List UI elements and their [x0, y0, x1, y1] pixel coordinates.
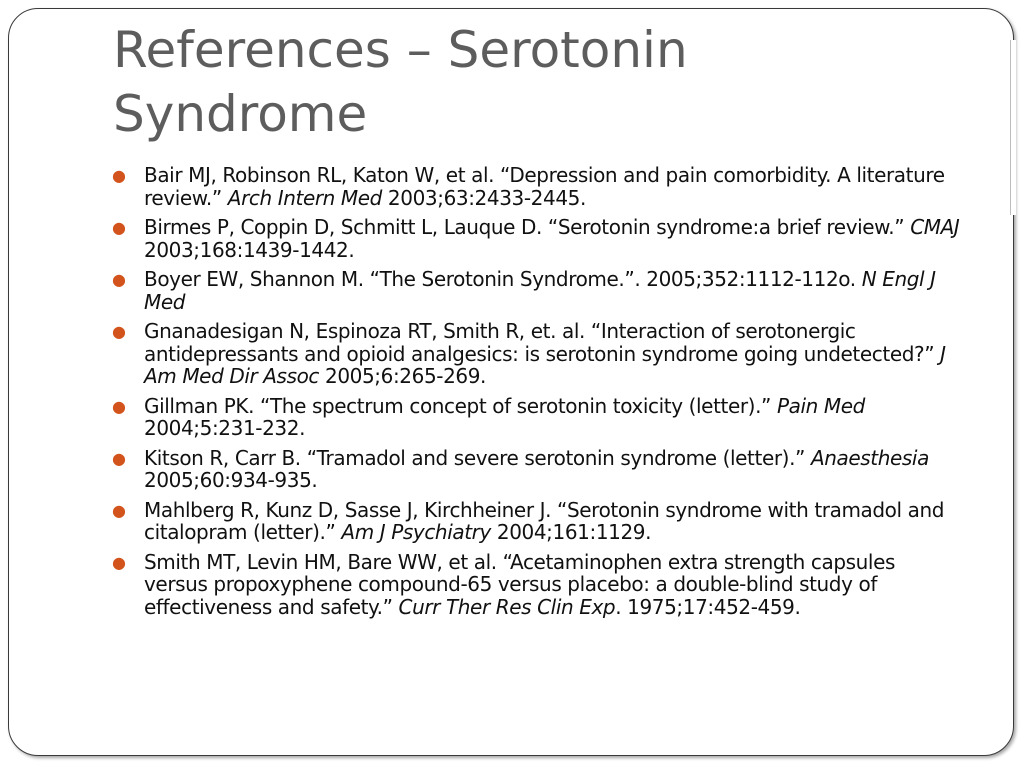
reference-journal: CMAJ [910, 215, 960, 239]
bullet-icon: ● [112, 552, 126, 572]
reference-journal: Pain Med [776, 393, 865, 418]
bullet-icon: ● [112, 448, 126, 468]
reference-text-part: . 1975;17:452-459. [615, 594, 801, 619]
slide-title: References – Serotonin Syndrome [113, 21, 688, 143]
reference-text-part: 2004;161:1129. [490, 520, 652, 544]
bullet-icon: ● [112, 322, 126, 341]
reference-text-part: Bair MJ, Robinson RL, Katon W, et al. “Depression and pain comorbidity. A literature review.” [144, 163, 945, 210]
reference-journal: Arch Intern Med [227, 185, 382, 210]
reference-list [112, 164, 962, 625]
reference-journal: N Engl J Med [144, 267, 936, 314]
reference-journal: Am J Psychiatry [341, 520, 491, 544]
reference-text-part: 2005;60:934-935. [144, 468, 318, 492]
bullet-icon: ● [112, 396, 126, 416]
bullet-icon: ● [112, 500, 126, 520]
reference-text-part: Boyer EW, Shannon M. “The Serotonin Syndrome.”. 2005;352:1112-112o. [144, 267, 862, 291]
reference-item [112, 216, 962, 261]
reference-item [112, 447, 962, 492]
reference-item [112, 395, 962, 440]
reference-text-part: 2005;6:265-269. [319, 364, 487, 388]
reference-text-part: Birmes P, Coppin D, Schmitt L, Lauque D. “Serotonin syndrome:a brief review.” [144, 215, 911, 239]
reference-journal: J Am Med Dir Assoc [144, 341, 946, 388]
reference-item [112, 320, 962, 388]
reference-text-part: Mahlberg R, Kunz D, Sasse J, Kirchheiner J. “Serotonin syndrome with tramadol and citalopram (letter).” [144, 497, 945, 544]
reference-item [112, 551, 962, 619]
bullet-icon: ● [112, 166, 126, 185]
bullet-icon: ● [112, 270, 126, 289]
reference-text-part: 2004;5:231-232. [144, 416, 306, 440]
reference-text-part: Gillman PK. “The spectrum concept of serotonin toxicity (letter).” [144, 393, 777, 418]
reference-item [112, 268, 962, 313]
reference-text-part: Gnanadesigan N, Espinoza RT, Smith R, et. al. “Interaction of serotonergic antidepressants and opioid analgesics: is serotonin syndrome going undetected?” [144, 319, 941, 366]
reference-item [112, 499, 962, 544]
reference-text-part: Kitson R, Carr B. “Tramadol and severe serotonin syndrome (letter).” [144, 445, 811, 470]
reference-text-part: 2003;63:2433-2445. [381, 185, 586, 210]
reference-text-part: 2003;168:1439-1442. [144, 237, 355, 262]
bullet-icon: ● [112, 218, 126, 237]
slide-edge-tab [1010, 40, 1016, 215]
reference-text-part: Smith MT, Levin HM, Bare WW, et al. “Acetaminophen extra strength capsules versus propoxyphene compound-65 versus placebo: a double-blind study of effectiveness and safety.” [144, 549, 896, 619]
reference-item [112, 164, 962, 209]
reference-journal: Curr Ther Res Clin Exp [398, 594, 616, 619]
reference-journal: Anaesthesia [810, 445, 929, 470]
